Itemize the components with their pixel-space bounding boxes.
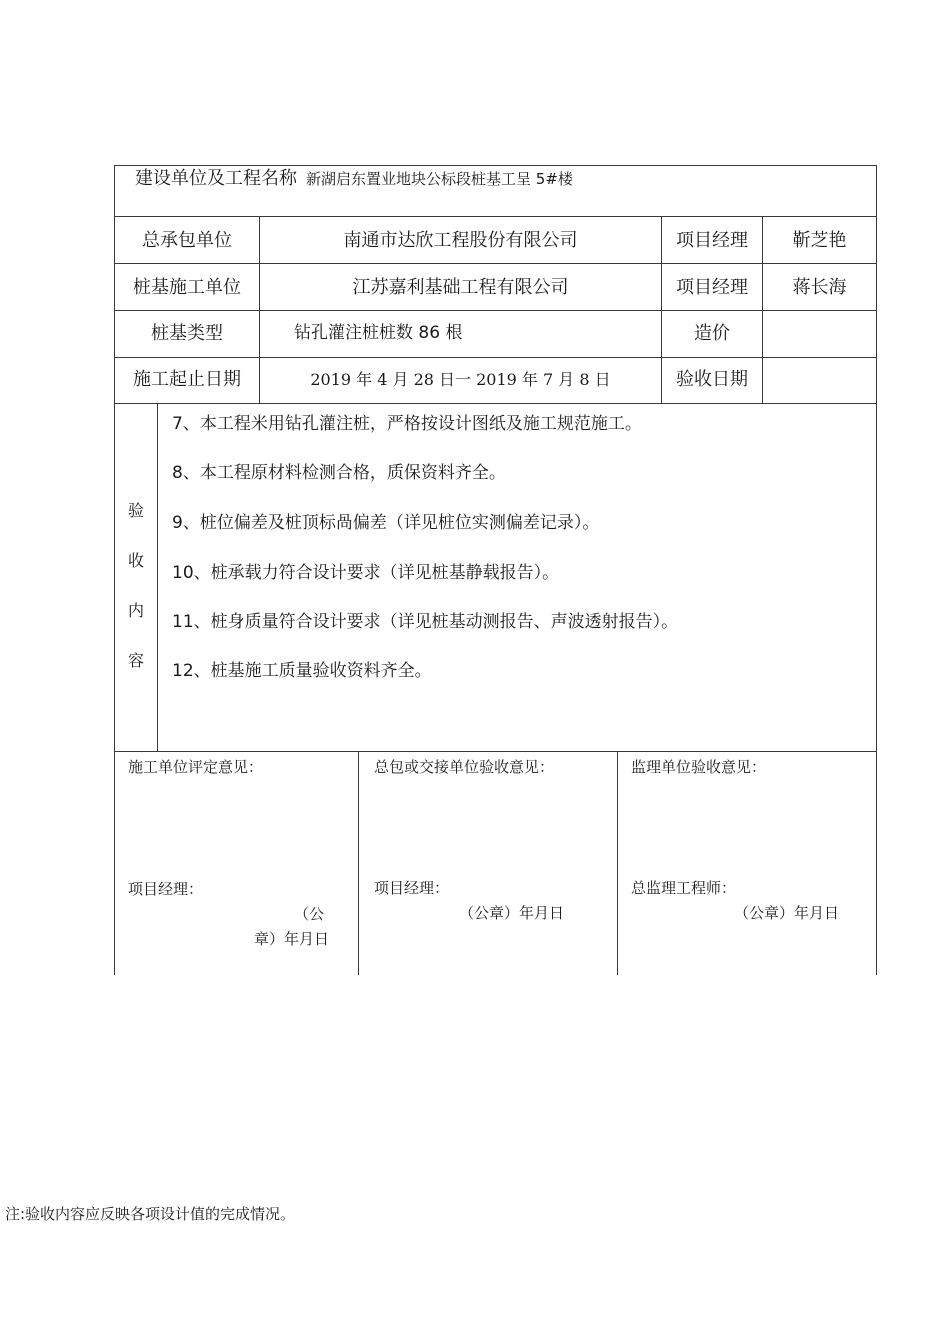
construction-seal-line-2: 章）年月日 bbox=[254, 930, 330, 948]
construction-opinion-signer: 项目经理： bbox=[128, 880, 204, 898]
pile-contractor-label: 桩基施工单位 bbox=[133, 277, 241, 298]
acceptance-side-label-2: 收 bbox=[128, 551, 145, 570]
acceptance-side-label-4: 容 bbox=[128, 651, 145, 670]
project-name-label: 建设单位及工程名称 bbox=[135, 168, 297, 189]
supervision-opinion-signer: 总监理工程师： bbox=[631, 879, 737, 897]
construction-opinion-title: 施工单位评定意见： bbox=[128, 758, 264, 776]
footnote: 注:验收内容应反映各项设计值的完成情况。 bbox=[5, 1205, 296, 1223]
contractor-opinion-signer: 项目经理： bbox=[374, 879, 450, 897]
general-contractor-label: 总承包单位 bbox=[142, 230, 232, 251]
acceptance-item: 10、桩承载力符合设计要求（详见桩基静载报告）。 bbox=[172, 563, 560, 583]
col-line-opinion-1 bbox=[358, 751, 359, 975]
col-line-acceptance bbox=[157, 403, 158, 751]
project-name-value: 新湖启东置业地块公标段桩基工呈 5#楼 bbox=[306, 170, 573, 188]
general-contractor-value: 南通市达欣工程股份有限公司 bbox=[343, 230, 578, 251]
acceptance-item: 8、本工程原材料检测合格，质保资料齐全。 bbox=[172, 463, 506, 483]
table-border-top bbox=[114, 165, 877, 166]
acceptance-item: 7、本工程米用钻孔灌注桩，严格按设计图纸及施工规范施工。 bbox=[172, 414, 642, 434]
pile-type-label: 桩基类型 bbox=[151, 323, 223, 344]
construction-dates-label: 施工起止日期 bbox=[133, 369, 241, 390]
pile-type-value: 钻孔灌注桩桩数 86 根 bbox=[294, 323, 463, 343]
contractor-opinion-title: 总包或交接单位验收意见： bbox=[374, 758, 555, 776]
general-contractor-person: 靳芝艳 bbox=[792, 230, 847, 251]
acceptance-item: 9、桩位偏差及桩顶标咼偏差（详见桩位实测偏差记录）。 bbox=[172, 513, 600, 533]
pile-contractor-person: 蒋长海 bbox=[792, 277, 847, 298]
cost-label: 造价 bbox=[694, 323, 730, 344]
col-line-opinion-2 bbox=[617, 751, 618, 975]
table-border-right bbox=[876, 165, 877, 975]
acceptance-side-label-1: 验 bbox=[128, 501, 145, 520]
pile-contractor-value: 江苏嘉利基础工程有限公司 bbox=[352, 277, 569, 298]
construction-dates-value: 2019 年 4 月 28 日一 2019 年 7 月 8 日 bbox=[310, 370, 611, 389]
supervision-opinion-title: 监理单位验收意见： bbox=[631, 758, 767, 776]
row-line-5 bbox=[114, 403, 877, 404]
acceptance-item: 11、桩身质量符合设计要求（详见桩基动测报告、声波透射报告）。 bbox=[172, 612, 679, 632]
pile-contractor-role: 项目经理 bbox=[676, 277, 748, 298]
contractor-seal: （公章）年月日 bbox=[459, 904, 565, 922]
acceptance-date-label: 验收日期 bbox=[676, 369, 748, 390]
general-contractor-role: 项目经理 bbox=[676, 230, 748, 251]
acceptance-side-label-3: 内 bbox=[128, 601, 145, 620]
acceptance-item: 12、桩基施工质量验收资料齐全。 bbox=[172, 661, 432, 681]
row-line-6 bbox=[114, 751, 877, 752]
construction-seal-line-1: （公 bbox=[294, 905, 325, 923]
supervision-seal: （公章）年月日 bbox=[734, 904, 840, 922]
